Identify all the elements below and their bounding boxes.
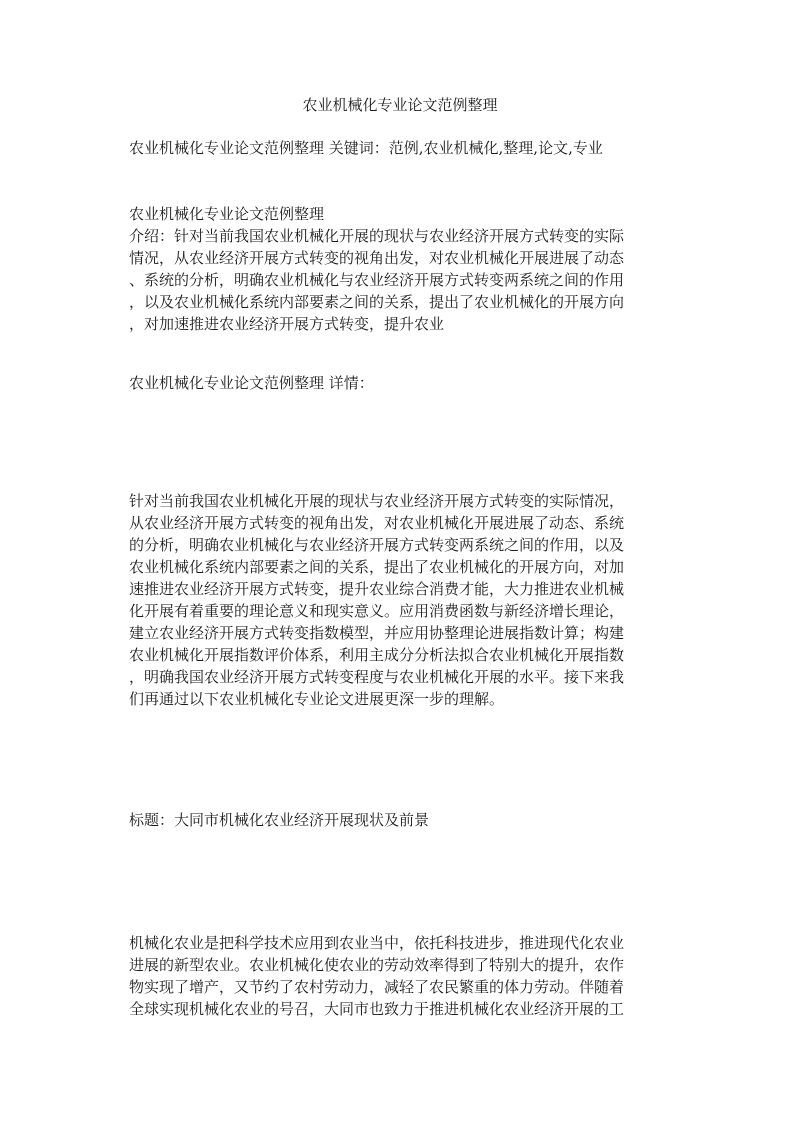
page-title: 农业机械化专业论文范例整理 xyxy=(302,96,498,114)
paragraph-line: 针对当前我国农业机械化开展的现状与农业经济开展方式转变的实际情况， xyxy=(129,492,625,510)
paragraph-line: 化开展有着重要的理论意义和现实意义。应用消费函数与新经济增长理论， xyxy=(129,602,625,620)
keywords-line: 农业机械化专业论文范例整理 关键词：范例,农业机械化,整理,论文,专业 xyxy=(129,139,603,157)
abstract-line: ，以及农业机械化系统内部要素之间的关系，提出了农业机械化的开展方向 xyxy=(129,293,625,311)
abstract-line: 农业机械化专业论文范例整理 xyxy=(129,205,325,223)
paragraph-line: 进展的新型农业。农业机械化使农业的劳动效率得到了特别大的提升，农作 xyxy=(129,956,625,974)
paragraph-line: 的分析，明确农业机械化与农业经济开展方式转变两系统之间的作用，以及 xyxy=(129,536,625,554)
paragraph-line: 速推进农业经济开展方式转变，提升农业综合消费才能，大力推进农业机械 xyxy=(129,580,625,598)
paragraph-line: 建立农业经济开展方式转变指数模型，并应用协整理论进展指数计算；构建 xyxy=(129,624,625,642)
paragraph-line: 们再通过以下农业机械化专业论文进展更深一步的理解。 xyxy=(129,690,505,708)
paragraph-line: 物实现了增产，又节约了农村劳动力，减轻了农民繁重的体力劳动。伴随着 xyxy=(129,978,625,996)
abstract-line: 情况，从农业经济开展方式转变的视角出发，对农业机械化开展进展了动态 xyxy=(129,249,625,267)
section-heading: 标题：大同市机械化农业经济开展现状及前景 xyxy=(129,811,430,829)
abstract-line: ，对加速推进农业经济开展方式转变，提升农业 xyxy=(129,315,445,333)
details-label: 农业机械化专业论文范例整理 详情： xyxy=(129,374,374,392)
abstract-block xyxy=(129,203,674,335)
abstract-line: 介绍：针对当前我国农业机械化开展的现状与农业经济开展方式转变的实际 xyxy=(129,227,625,245)
paragraph-line: 从农业经济开展方式转变的视角出发，对农业机械化开展进展了动态、系统 xyxy=(129,514,625,532)
abstract-line: 、系统的分析，明确农业机械化与农业经济开展方式转变两系统之间的作用 xyxy=(129,271,625,289)
paragraph-line: 农业机械化开展指数评价体系，利用主成分分析法拟合农业机械化开展指数 xyxy=(129,646,625,664)
body-paragraph-1 xyxy=(129,490,674,710)
paragraph-line: 农业机械化系统内部要素之间的关系，提出了农业机械化的开展方向，对加 xyxy=(129,558,625,576)
body-paragraph-2 xyxy=(129,932,674,1020)
paragraph-line: 全球实现机械化农业的号召，大同市也致力于推进机械化农业经济开展的工 xyxy=(129,1000,625,1018)
paragraph-line: 机械化农业是把科学技术应用到农业当中，依托科技进步，推进现代化农业 xyxy=(129,934,625,952)
paragraph-line: ，明确我国农业经济开展方式转变程度与农业机械化开展的水平。接下来我 xyxy=(129,668,625,686)
